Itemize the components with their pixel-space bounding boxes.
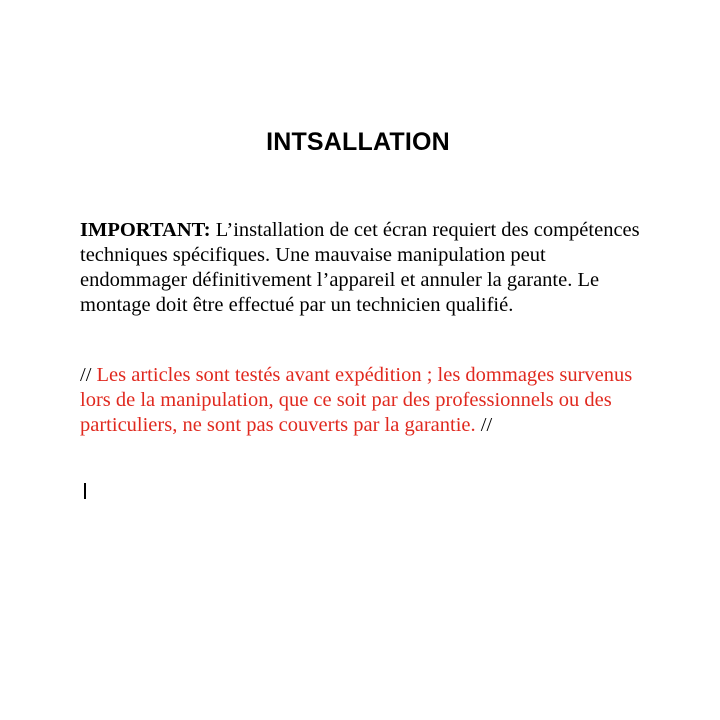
text-cursor[interactable]	[84, 483, 86, 499]
note-suffix: //	[475, 414, 493, 436]
important-paragraph	[80, 218, 640, 318]
note-prefix: //	[80, 364, 97, 386]
warranty-note-paragraph	[80, 363, 640, 438]
important-text: L’installation de cet écran requiert des compétences techniques spécifiques. Une mauvaise manipulation peut endommager définitivement l’appareil et annuler la garante. Le montage doit être effectué par un technicien qualifié.	[80, 219, 640, 316]
page-title: INTSALLATION	[266, 128, 450, 156]
warranty-note-text: Les articles sont testés avant expédition ; les dommages survenus lors de la manipulation, que ce soit par des professionnels ou des particuliers, ne sont pas couverts par la garantie.	[80, 364, 633, 436]
important-label: IMPORTANT:	[80, 219, 211, 241]
